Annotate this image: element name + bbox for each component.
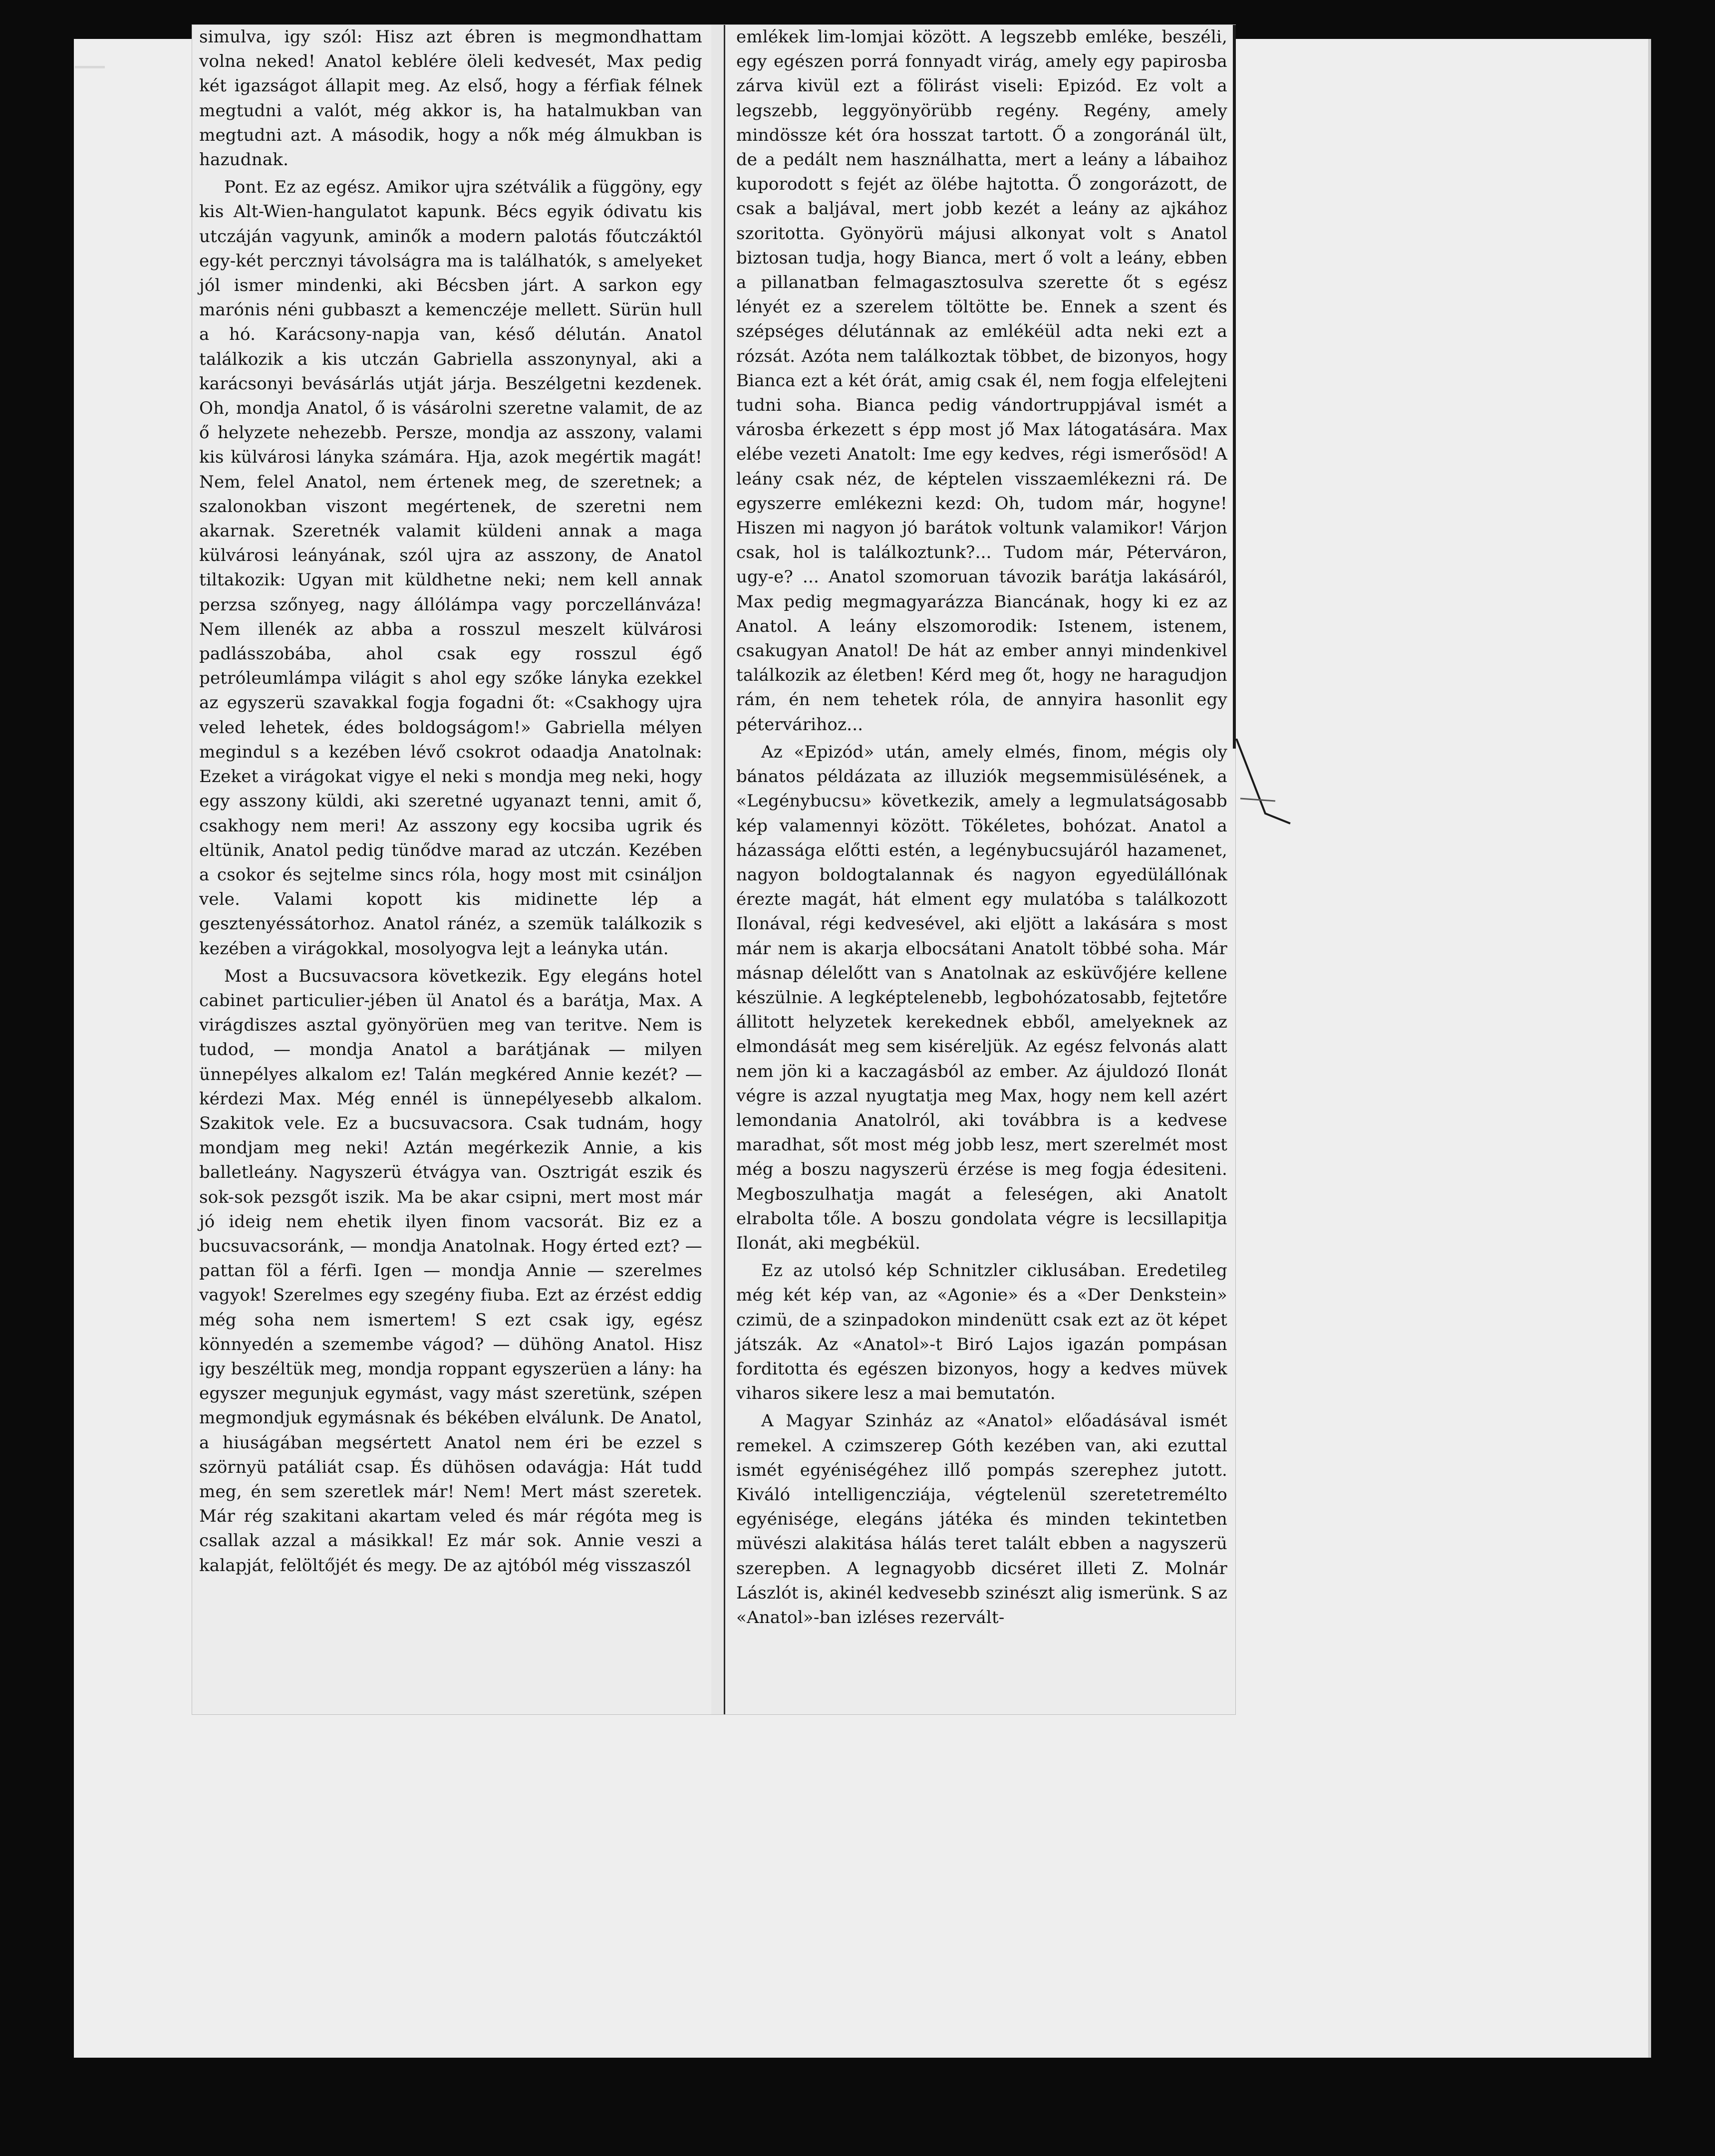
paragraph: emlékek lim-lomjai között. A legszebb emléke, beszéli, egy egészen porrá fonnyadt virág, amely egy papirosba zárva kivül ezt a fölirást viseli: Epizód. Ez volt a legszebb, leggyönyörübb regény. Regény, amely mindössze két óra hosszat tartott. Ő a zongoránál ült, de a pedált nem használhatta, mert a leány a lábaihoz kuporodott s fejét az ölébe hajtotta. Ő zongorázott, de csak a baljával, mert jobb kezét a leány az ajkához szoritotta. Gyönyörü májusi alkonyat volt s Anatol biztosan tudja, hogy Bianca, mert ő volt a leány, ebben a pillanatban felmagasztosulva szerette őt s egész lényét ez a szerelem töltötte be. Ennek a szent és szépséges délutánnak az emlékéül adta neki ezt a rózsát. Azóta nem találkoztak többet, de bizonyos, hogy Bianca ezt a két órát, amig csak él, nem fogja elfelejteni tudni soha. Bianca pedig vándortruppjával ismét a városba érkezett s épp most jő Max látogatására. Max elébe vezeti Anatolt: Ime egy kedves, régi ismerősöd! A leány csak néz, de képtelen visszaemlékezni rá. De egyszerre emlékezni kezd: Oh, tudom már, hogyne! Hiszen mi nagyon jó barátok voltunk valamikor! Várjon csak, hol is találkoztunk?... Tudom már, Péterváron, ugy-e? ... Anatol szomoruan távozik barátja lakásáról, Max pedig megmagyarázza Biancának, hogy ki ez az Anatol. A leány elszomorodik: Istenem, istenem, csakugyan Anatol! De hát az ember annyi mindenkivel találkozik az életben! Kérd meg őt, hogy ne haragudjon rám, én nem tehetek róla, de annyira hasonlit egy pétervárihoz... <box>736 27 1227 735</box>
paper-fold-mark <box>1235 739 1295 828</box>
paragraph: Most a Bucsuvacsora következik. Egy elegáns hotel cabinet particulier-jében ül Anatol és a barátja, Max. A virágdiszes asztal gyönyörüen meg van teritve. Nem is tudod, — mondja Anatol a barátjának — milyen ünnepélyes alkalom ez! Talán megkéred Annie kezét? — kérdezi Max. Még ennél is ünnepélyesebb alkalom. Szakitok vele. Ez a bucsuvacsora. Csak tudnám, hogy mondjam meg neki! Aztán megérkezik Annie, a kis balletleány. Nagyszerü étvágya van. Osztrigát eszik és sok-sok pezsgőt iszik. Ma be akar csipni, mert most már jó ideig nem ehetik ilyen finom vacsorát. Biz ez a bucsuvacsoránk, — mondja Anatolnak. Hogy érted ezt? — pattan föl a férfi. Igen — mondja Annie — szerelmes vagyok! Szerelmes egy szegény fiuba. Ezt az érzést eddig még soha nem ismertem! S ezt csak igy, egész könnyedén a szemembe vágod? — dühöng Anatol. Hisz igy beszéltük meg, mondja roppant egyszerüen a lány: ha egyszer megunjuk egymást, vagy mást szeretünk, szépen megmondjuk egymásnak és békében elválunk. De Anatol, a hiuságában megsértett Anatol nem éri be ezzel s szörnyü patáliát csap. És dühösen odavágja: Hát tudd meg, én sem szeretlek már! Nem! Mert mást szeretek. Már rég szakitani akartam veled és már régóta meg is csallak azzal a másikkal! Ez már sok. Annie veszi a kalapját, felöltőjét és megy. De az ajtóból még visszaszól <box>199 966 703 1576</box>
newspaper-clipping <box>192 25 1235 1714</box>
right-column <box>724 25 1235 1714</box>
left-column <box>192 25 711 1714</box>
paragraph: Pont. Ez az egész. Amikor ujra szétválik a függöny, egy kis Alt-Wien-hangulatot kapunk. Bécs egyik ódivatu kis utczáján vagyunk, aminők a modern palotás főutczáktól egy-két percznyi távolságra ma is találhatók, s amelyeket jól ismer mindenki, aki Bécsben járt. A sarkon egy marónis néni gubbaszt a kemenczéje mellett. Sürün hull a hó. Karácsony-napja van, késő délután. Anatol találkozik a kis utczán Gabriella asszonynyal, aki a karácsonyi bevásárlás utját járja. Beszélgetni kezdenek. Oh, mondja Anatol, ő is vásárolni szeretne valamit, de az ő helyzete nehezebb. Persze, mondja az asszony, valami kis külvárosi lányka számára. Hja, azok megértik magát! Nem, felel Anatol, nem értenek meg, de szeretnek; a szalonokban viszont megértenek, de szeretni nem akarnak. Szeretnék valamit küldeni annak a maga külvárosi leányának, szól ujra az asszony, de Anatol tiltakozik: Ugyan mit küldhetne neki; nem kell annak perzsa szőnyeg, nagy állólámpa vagy porczellánváza! Nem illenék az abba a rosszul meszelt külvárosi padlásszobába, ahol csak egy rosszul égő petróleumlámpa világit s ahol egy szőke lányka ezekkel az egyszerü szavakkal fogja fogadni őt: «Csakhogy ujra veled lehetek, édes boldogságom!» Gabriella mélyen megindul s a kezében lévő csokrot odaadja Anatolnak: Ezeket a virágokat vigye el neki s mondja meg neki, hogy egy asszony küldi, aki szeretné ugyanazt tenni, amit ő, csakhogy nem meri! Az asszony egy kocsiba ugrik és eltünik, Anatol pedig tünődve marad az utczán. Kezében a csokor és sejtelme sincs róla, hogy most mit csináljon vele. Valami kopott kis midinette lép a gesztenyéssátorhoz. Anatol ránéz, a szemük találkozik s kezében a virágokkal, mosolyogva lejt a leányka után. <box>199 177 702 959</box>
paragraph: A Magyar Szinház az «Anatol» előadásával ismét remekel. A czimszerep Góth kezében van, aki ezuttal ismét egyéniségéhez illő pompás szerephez jutott. Kiváló intelligencziája, végtelenül szeretetremélto egyénisége, elegáns játéka és minden tekintetben müvészi alakitása hálás teret talált ebben a nagyszerü szerepben. A legnagyobb dicséret illeti Z. Molnár Lászlót is, akinél kedvesebb szinészt alig ismerünk. S az «Anatol»-ban izléses rezervált- <box>736 1411 1227 1627</box>
paragraph: Az «Epizód» után, amely elmés, finom, mégis oly bánatos példázata az illuziók megsemmisülésének, a «Legénybucsu» következik, amely a legmulatságosabb kép valamennyi között. Tökéletes, bohózat. Anatol a házassága előtti estén, a legénybucsujáról hazamenet, nagyon boldogtalannak és nagyon egyedülállónak érezte magát, hát elment egy mulatóba s találkozott Ilonával, régi kedvesével, aki eljött a lakására s most már nem is akarja elbocsátani Anatolt többé soha. Már másnap délelőtt van s Anatolnak az esküvőjére kellene készülnie. A legképtelenebb, legbohózatosabb, fejtetőre állitott helyzetek kerekednek ebből, amelyeknek az elmondását meg sem kiséreljük. Az egész felvonás alatt nem jön ki a kaczagásból az ember. Az ájuldozó Ilonát végre is azzal nyugtatja meg Max, hogy nem kell azért lemondania Anatolról, aki továbbra is a kedvese maradhat, sőt most még jobb lesz, mert szerelmét most még a boszu nagyszerü érzése is meg fogja édesiteni. Megboszulhatja magát a feleségen, aki Anatolt elrabolta tőle. A boszu gondolata végre is lecsillapitja Ilonát, aki megbékül. <box>736 742 1227 1253</box>
margin-tick-mark <box>75 66 105 68</box>
sheet-edge <box>1648 39 1651 2058</box>
paragraph: simulva, igy szól: Hisz azt ébren is megmondhattam volna neked! Anatol keblére öleli kedvesét, Max pedig két igazságot állapit meg. Az első, hogy a férfiak félnek megtudni a valót, még akkor is, ha hatalmukban van megtudni azt. A második, hogy a nők még álmukban is hazudnak. <box>199 27 702 170</box>
paragraph: Ez az utolsó kép Schnitzler ciklusában. Eredetileg még két kép van, az «Agonie» és a «Der Denkstein» czimü, de a szinpadokon mindenütt csak ezt az öt képet játszák. Az «Anatol»-t Biró Lajos igazán pompásan forditotta és egészen bizonyos, hogy a kedves müvek viharos sikere lesz a mai bemutatón. <box>736 1261 1227 1404</box>
clipping-edge-shadow <box>1233 25 1236 749</box>
